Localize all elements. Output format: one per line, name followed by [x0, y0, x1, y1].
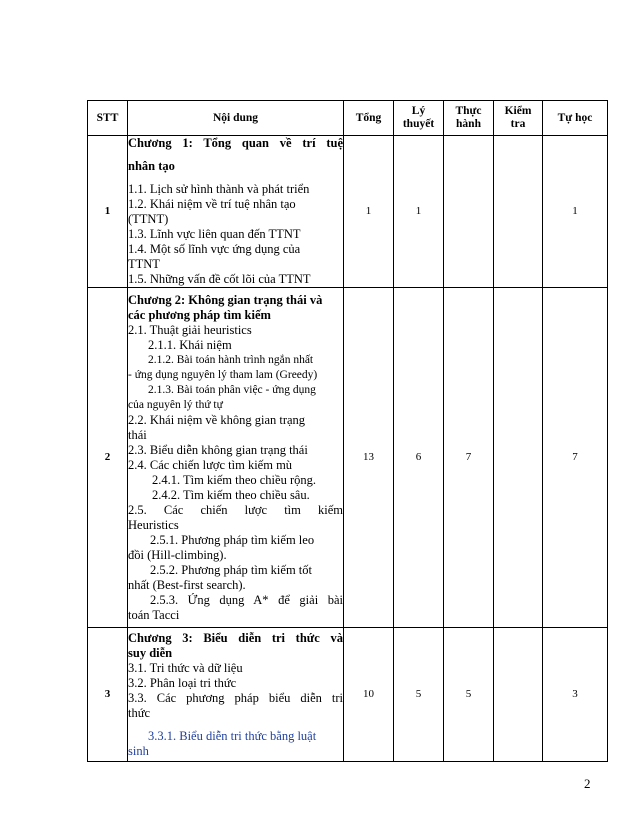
content-line: (TTNT) — [128, 212, 169, 226]
content-line: 1.3. Lĩnh vực liên quan đến TTNT — [128, 227, 301, 241]
header-theory-line-1: Lý — [411, 105, 426, 117]
header-row — [88, 101, 608, 136]
header-practice-line-2: hành — [456, 118, 481, 130]
cell-self-study: 7 — [543, 288, 608, 628]
cell-total: 10 — [344, 628, 394, 762]
chapter-title: các phương pháp tìm kiếm — [128, 307, 271, 322]
content-line: sinh — [128, 743, 149, 758]
row-stt: 1 — [88, 136, 128, 288]
header-total: Tổng — [344, 101, 394, 136]
header-exam — [494, 101, 543, 136]
content-line: 2.2. Khái niệm về không gian trạng — [128, 412, 306, 427]
content-line: 2.3. Biểu diễn không gian trạng thái — [128, 442, 308, 457]
content-line: 1.4. Một số lĩnh vực ứng dụng của — [128, 242, 301, 256]
header-theory-line-2: thuyết — [402, 118, 435, 130]
cell-self-study: 3 — [543, 628, 608, 762]
content-line: 1.5. Những vấn đề cốt lõi của TTNT — [128, 272, 311, 286]
syllabus-table — [87, 100, 608, 762]
content-line: toán Tacci — [128, 607, 180, 622]
content-line: 1.1. Lịch sử hình thành và phát triển — [128, 182, 310, 196]
row-stt: 2 — [88, 288, 128, 628]
chapter-title: suy diễn — [128, 645, 173, 660]
cell-exam — [494, 136, 543, 288]
cell-theory: 5 — [394, 628, 444, 762]
content-line: 2.1.2. Bài toán hành trình ngắn nhất — [148, 353, 314, 366]
content-line: 3.3. Các phương pháp biểu diễn tri — [128, 690, 343, 705]
table-row — [88, 136, 608, 288]
content-line: 3.3.1. Biểu diễn tri thức bằng luật — [148, 728, 317, 743]
row-content — [128, 628, 344, 762]
content-line: thái — [128, 427, 147, 442]
header-exam-line-1: Kiểm — [504, 105, 532, 117]
content-line: nhất (Best-first search). — [128, 577, 246, 592]
cell-practice: 5 — [444, 628, 494, 762]
cell-theory: 6 — [394, 288, 444, 628]
row-stt: 3 — [88, 628, 128, 762]
content-line: 3.2. Phân loại tri thức — [128, 675, 237, 690]
cell-exam — [494, 628, 543, 762]
content-line: đồi (Hill-climbing). — [128, 547, 227, 562]
content-line: 2.4. Các chiến lược tìm kiếm mù — [128, 457, 293, 472]
header-exam-line-2: tra — [510, 118, 526, 130]
content-line: 2.5.1. Phương pháp tìm kiếm leo — [150, 532, 315, 547]
row-content — [128, 288, 344, 628]
cell-practice — [444, 136, 494, 288]
chapter-title: Chương 1: Tổng quan về trí tuệ — [128, 136, 343, 150]
content-line: 2.5.3. Ứng dụng A* để giải bài — [150, 592, 343, 607]
chapter-title: nhân tạo — [128, 159, 175, 173]
chapter-title: Chương 2: Không gian trạng thái và — [128, 292, 323, 307]
header-theory — [394, 101, 444, 136]
content-line: 2.4.1. Tìm kiếm theo chiều rộng. — [152, 472, 316, 487]
header-self-study: Tự học — [543, 101, 608, 136]
cell-exam — [494, 288, 543, 628]
content-line: 2.1. Thuật giải heuristics — [128, 322, 252, 337]
content-line: của nguyên lý thứ tự — [128, 398, 223, 411]
chapter-title: Chương 3: Biểu diễn tri thức và — [128, 630, 343, 645]
header-practice-line-1: Thực — [455, 105, 482, 117]
header-practice — [444, 101, 494, 136]
content-line: 2.5.2. Phương pháp tìm kiếm tốt — [150, 562, 312, 577]
row-content — [128, 136, 344, 288]
content-line: 1.2. Khái niệm về trí tuệ nhân tạo — [128, 197, 296, 211]
header-stt: STT — [88, 101, 128, 136]
cell-theory: 1 — [394, 136, 444, 288]
content-line: - ứng dụng nguyên lý tham lam (Greedy) — [128, 368, 318, 381]
cell-total: 1 — [344, 136, 394, 288]
cell-self-study: 1 — [543, 136, 608, 288]
header-content: Nội dung — [128, 101, 344, 136]
content-line: 2.1.3. Bài toán phân việc - ứng dụng — [148, 383, 316, 396]
content-line: 2.1.1. Khái niệm — [148, 337, 232, 352]
content-line: Heuristics — [128, 517, 179, 532]
content-line: thức — [128, 705, 151, 720]
cell-total: 13 — [344, 288, 394, 628]
content-line: 2.4.2. Tìm kiếm theo chiều sâu. — [152, 487, 310, 502]
content-line: TTNT — [128, 257, 160, 271]
content-line: 2.5. Các chiến lược tìm kiếm — [128, 502, 343, 517]
content-line: 3.1. Tri thức và dữ liệu — [128, 660, 243, 675]
cell-practice: 7 — [444, 288, 494, 628]
page-number: 2 — [584, 776, 591, 791]
table-row — [88, 628, 608, 762]
table-row — [88, 288, 608, 628]
